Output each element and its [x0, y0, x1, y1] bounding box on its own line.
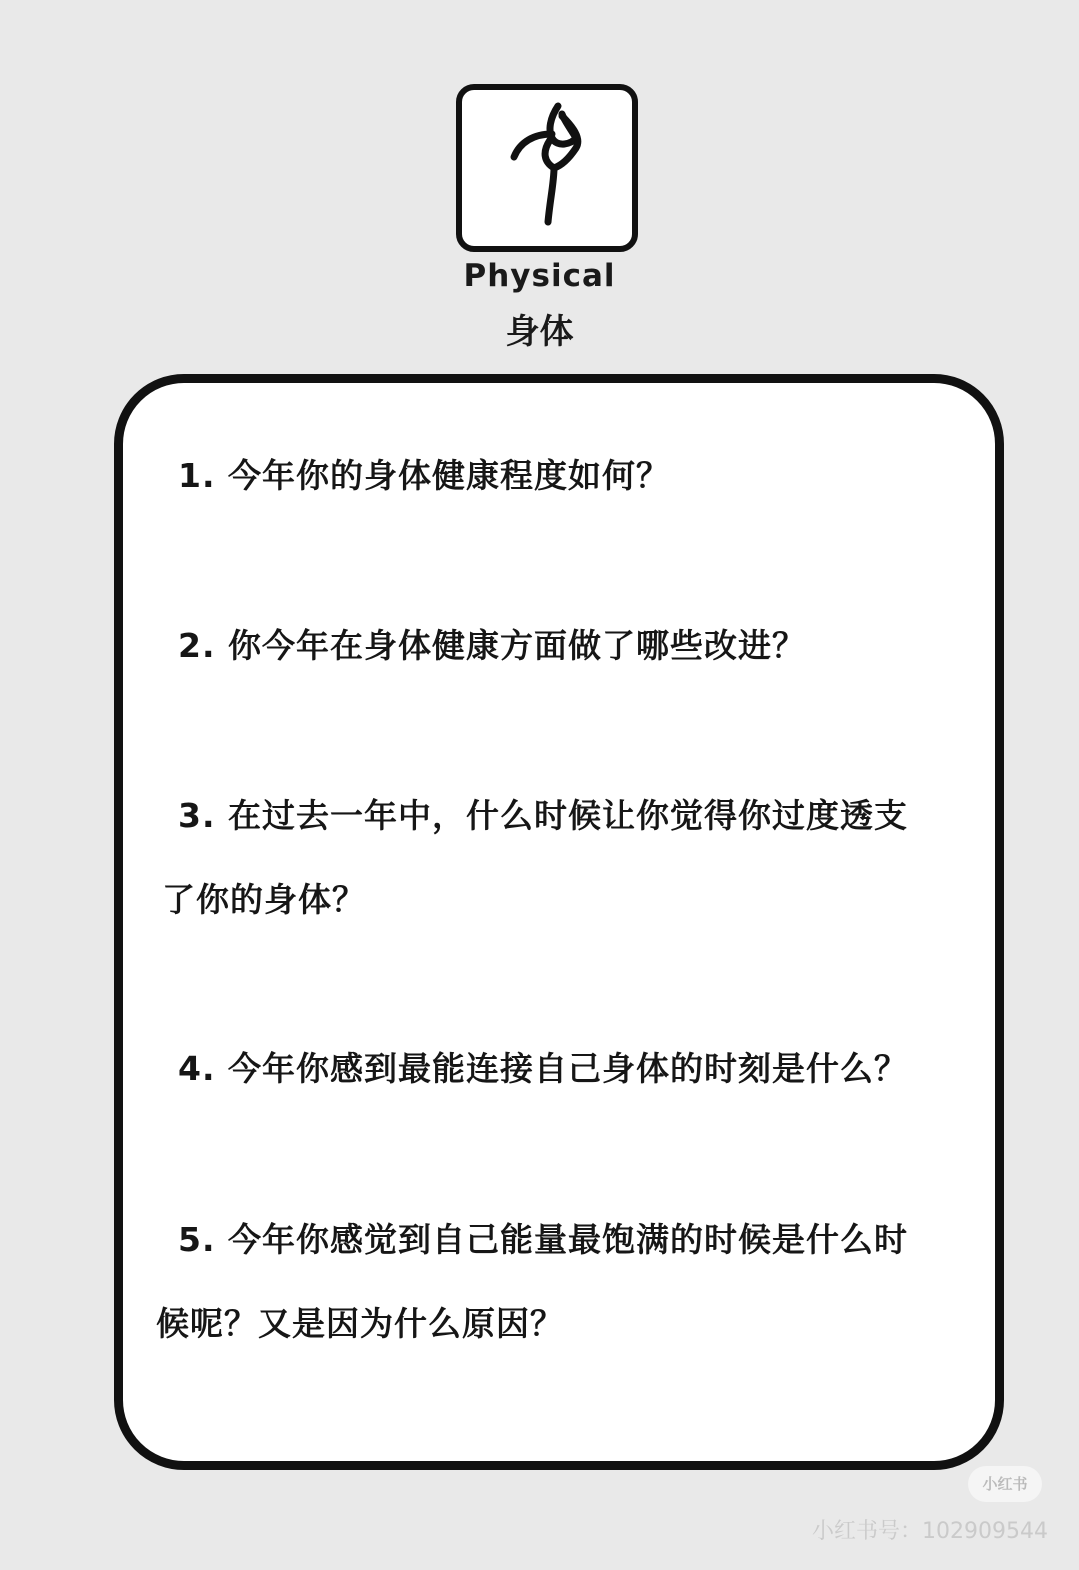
section-title-zh: 身体: [505, 312, 574, 352]
question-1-line-1: 1. 今年你的身体健康程度如何？: [178, 456, 670, 495]
question-2-line-1: 2. 你今年在身体健康方面做了哪些改进？: [178, 626, 806, 665]
body-glyph-icon: [456, 84, 638, 252]
question-5-line-1: 5. 今年你感觉到自己能量最饱满的时候是什么时: [178, 1220, 908, 1259]
question-3-line-2: 了你的身体？: [162, 880, 366, 919]
watermark-logo: 小红书: [968, 1466, 1042, 1502]
watermark-id: 小红书号：102909544: [812, 1519, 1048, 1544]
section-title-en: Physical: [463, 258, 616, 294]
question-5-line-2: 候呢？又是因为什么原因？: [156, 1304, 564, 1343]
question-3-line-1: 3. 在过去一年中，什么时候让你觉得你过度透支: [178, 796, 908, 835]
question-4-line-1: 4. 今年你感到最能连接自己身体的时刻是什么？: [178, 1049, 908, 1088]
body-glyph-drawing: [462, 90, 632, 246]
